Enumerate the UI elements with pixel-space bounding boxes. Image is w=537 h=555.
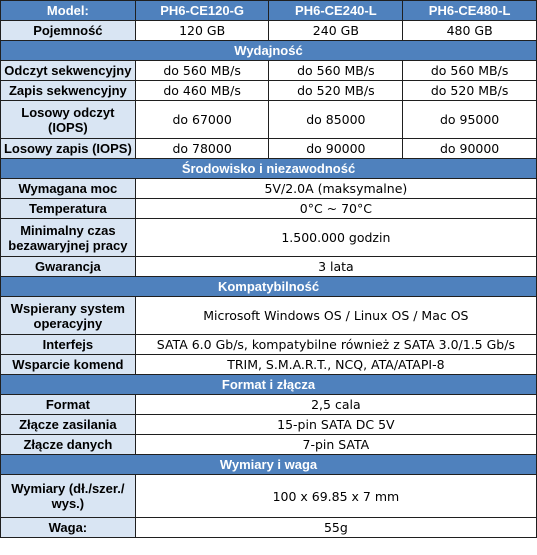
model-name: PH6-CE240-L (269, 1, 403, 21)
cell-value: 5V/2.0A (maksymalne) (135, 179, 536, 199)
cell-value: 7-pin SATA (135, 435, 536, 455)
table-row (1, 355, 537, 375)
cell-value: 2,5 cala (135, 395, 536, 415)
row-label: Temperatura (1, 199, 136, 219)
section-title: Wymiary i waga (1, 455, 537, 475)
cell-value: do 560 MB/s (269, 61, 403, 81)
table-row (1, 415, 537, 435)
table-row (1, 219, 537, 257)
cell-value: SATA 6.0 Gb/s, kompatybilne również z SATA 3.0/1.5 Gb/s (135, 335, 536, 355)
row-label: Waga: (1, 518, 136, 538)
section-header-row (1, 455, 537, 475)
table-row (1, 395, 537, 415)
model-label: Model: (1, 1, 136, 21)
row-label: Zapis sekwencyjny (1, 81, 136, 101)
cell-value: 3 lata (135, 257, 536, 277)
table-row (1, 179, 537, 199)
row-label: Format (1, 395, 136, 415)
table-row (1, 475, 537, 518)
cell-value: do 67000 (135, 101, 269, 139)
cell-value: Microsoft Windows OS / Linux OS / Mac OS (135, 297, 536, 335)
cell-value: do 78000 (135, 139, 269, 159)
row-label: Interfejs (1, 335, 136, 355)
row-label: Wymagana moc (1, 179, 136, 199)
row-label: Wspierany system operacyjny (1, 297, 136, 335)
table-row (1, 61, 537, 81)
cell-value: do 520 MB/s (269, 81, 403, 101)
row-label: Złącze danych (1, 435, 136, 455)
section-header-row (1, 277, 537, 297)
section-title: Środowisko i niezawodność (1, 159, 537, 179)
table-row (1, 297, 537, 335)
section-header-row (1, 375, 537, 395)
row-label: Złącze zasilania (1, 415, 136, 435)
cell-value: 15-pin SATA DC 5V (135, 415, 536, 435)
section-title: Wydajność (1, 41, 537, 61)
cell-value: do 95000 (403, 101, 537, 139)
row-label: Losowy zapis (IOPS) (1, 139, 136, 159)
cell-value: 120 GB (135, 21, 269, 41)
table-row (1, 139, 537, 159)
table-row (1, 335, 537, 355)
section-header-row (1, 41, 537, 61)
row-label: Wymiary (dł./szer./ wys.) (1, 475, 136, 518)
cell-value: do 560 MB/s (135, 61, 269, 81)
model-name: PH6-CE120-G (135, 1, 269, 21)
cell-value: 240 GB (269, 21, 403, 41)
section-title: Kompatybilność (1, 277, 537, 297)
row-label: Losowy odczyt (IOPS) (1, 101, 136, 139)
row-label: Minimalny czas bezawaryjnej pracy (1, 219, 136, 257)
row-label: Gwarancja (1, 257, 136, 277)
cell-value: do 85000 (269, 101, 403, 139)
cell-value: 480 GB (403, 21, 537, 41)
cell-value: do 520 MB/s (403, 81, 537, 101)
cell-value: TRIM, S.M.A.R.T., NCQ, ATA/ATAPI-8 (135, 355, 536, 375)
table-row (1, 435, 537, 455)
row-label: Wsparcie komend (1, 355, 136, 375)
row-label: Pojemność (1, 21, 136, 41)
model-header-row (1, 1, 537, 21)
section-title: Format i złącza (1, 375, 537, 395)
table-row (1, 21, 537, 41)
row-label: Odczyt sekwencyjny (1, 61, 136, 81)
table-row (1, 518, 537, 538)
table-row (1, 81, 537, 101)
section-header-row (1, 159, 537, 179)
cell-value: 55g (135, 518, 536, 538)
cell-value: do 90000 (269, 139, 403, 159)
cell-value: 0°C ~ 70°C (135, 199, 536, 219)
cell-value: 100 x 69.85 x 7 mm (135, 475, 536, 518)
table-row (1, 257, 537, 277)
cell-value: do 460 MB/s (135, 81, 269, 101)
cell-value: 1.500.000 godzin (135, 219, 536, 257)
model-name: PH6-CE480-L (403, 1, 537, 21)
cell-value: do 560 MB/s (403, 61, 537, 81)
cell-value: do 90000 (403, 139, 537, 159)
table-row (1, 199, 537, 219)
table-row (1, 101, 537, 139)
